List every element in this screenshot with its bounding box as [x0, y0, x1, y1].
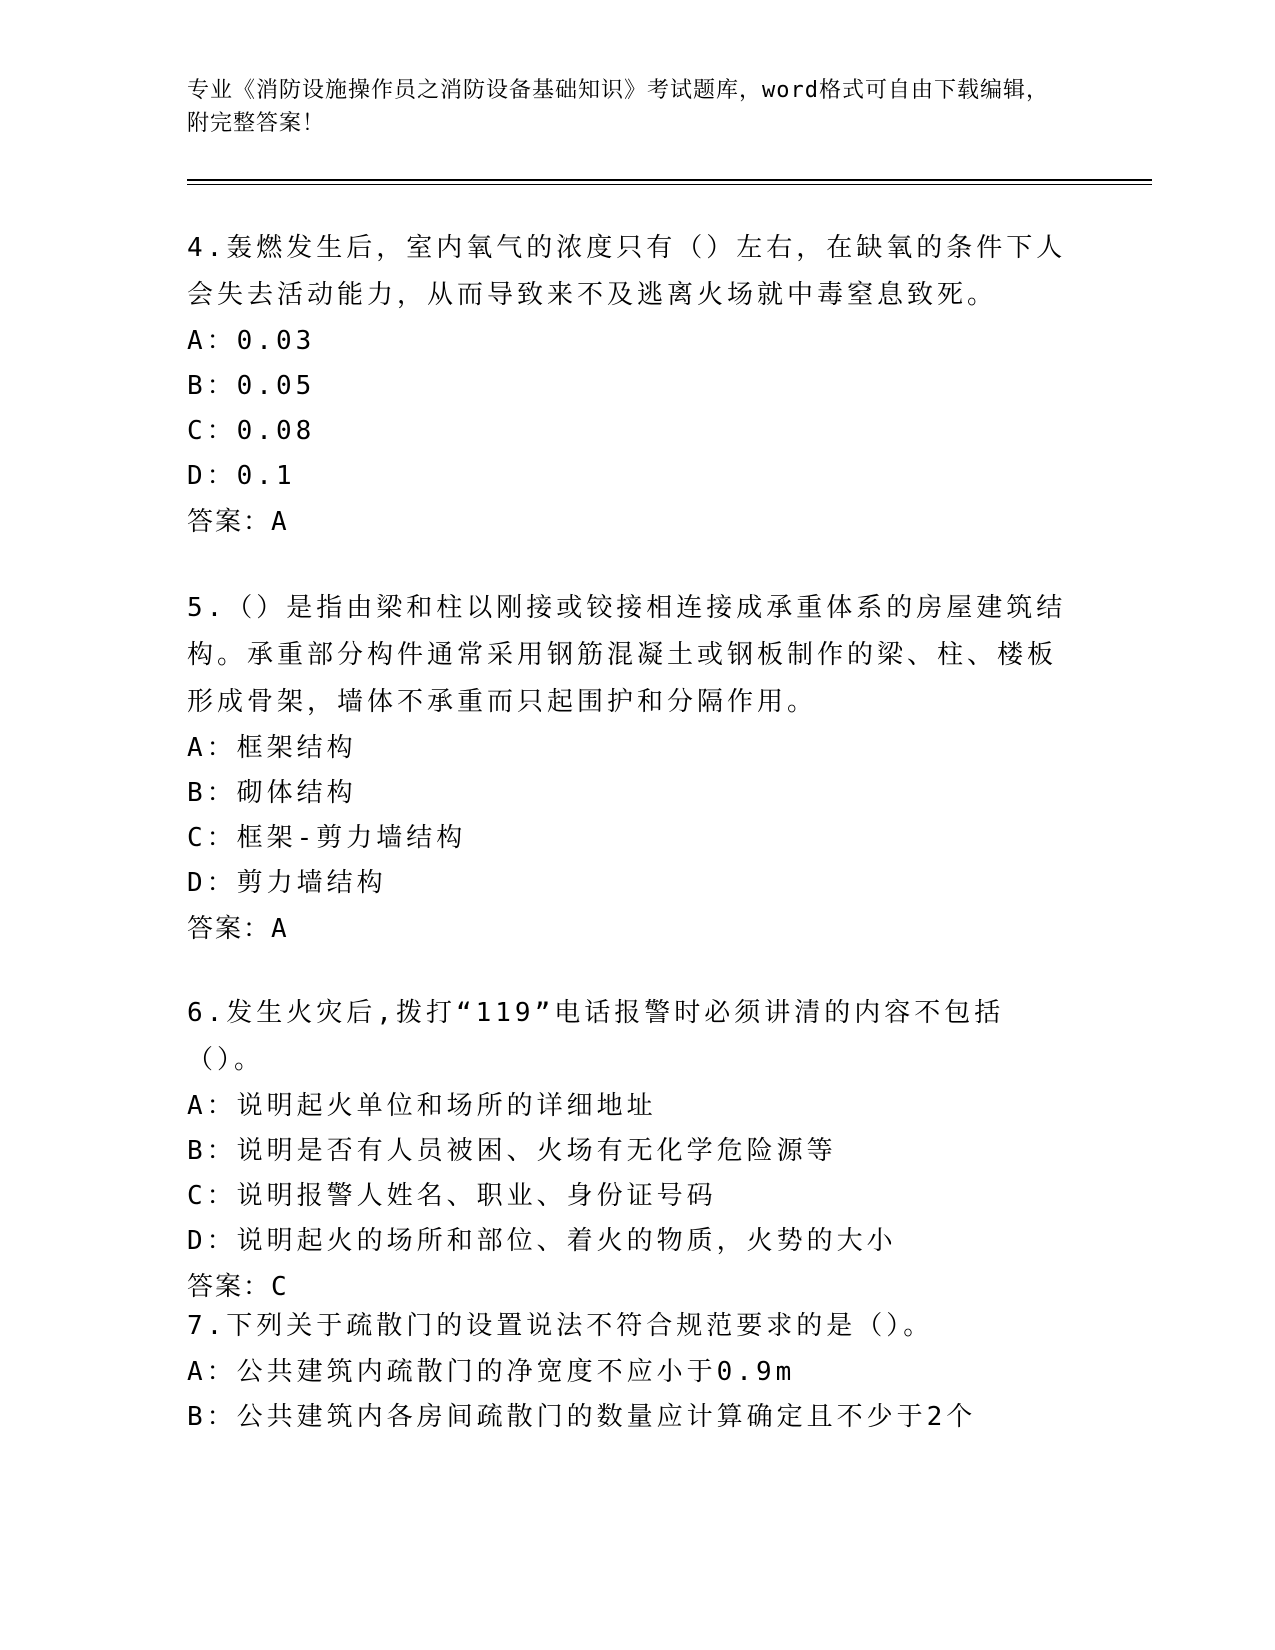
answer-value: C: [271, 1272, 289, 1302]
question-stem: 4.轰燃发生后，室内氧气的浓度只有（）左右，在缺氧的条件下人会失去活动能力，从而导致来不及逃离火场就中毒窒息致死。: [187, 233, 1067, 310]
option-c: C：框架-剪力墙结构: [187, 823, 467, 853]
option-d: D：剪力墙结构: [187, 868, 387, 898]
question-5: [187, 585, 1067, 953]
document-header: 专业《消防设施操作员之消防设备基础知识》考试题库，word格式可自由下载编辑，附完整答案！: [187, 78, 1049, 136]
answer-label: 答案：: [187, 507, 272, 537]
option-c: C：0.08: [187, 416, 316, 446]
question-stem: 6.发生火灾后,拨打“119”电话报警时必须讲清的内容不包括（）。: [187, 998, 1005, 1075]
answer-value: A: [271, 914, 289, 944]
option-a: A：框架结构: [187, 733, 357, 763]
header-divider-thick: [187, 179, 1152, 181]
header-divider-thin: [187, 184, 1152, 185]
question-7: [187, 1303, 1067, 1440]
option-d: D：0.1: [187, 461, 296, 491]
option-b: B：0.05: [187, 371, 316, 401]
option-c: C：说明报警人姓名、职业、身份证号码: [187, 1181, 717, 1211]
question-stem: 7.下列关于疏散门的设置说法不符合规范要求的是（）。: [187, 1311, 934, 1341]
option-b: B：说明是否有人员被困、火场有无化学危险源等: [187, 1136, 837, 1166]
question-stem: 5.（）是指由梁和柱以刚接或铰接相连接成承重体系的房屋建筑结构。承重部分构件通常采用钢筋混凝土或钢板制作的梁、柱、楼板形成骨架，墙体不承重而只起围护和分隔作用。: [187, 593, 1067, 717]
answer-label: 答案：: [187, 914, 272, 944]
option-a: A：说明起火单位和场所的详细地址: [187, 1091, 657, 1121]
option-b: B：公共建筑内各房间疏散门的数量应计算确定且不少于2个: [187, 1402, 977, 1432]
option-b: B：砌体结构: [187, 778, 357, 808]
question-4: [187, 225, 1067, 546]
option-d: D：说明起火的场所和部位、着火的物质，火势的大小: [187, 1226, 897, 1256]
answer-line: [187, 906, 1067, 953]
answer-label: 答案：: [187, 1272, 272, 1302]
question-6: [187, 990, 1067, 1311]
option-a: A：公共建筑内疏散门的净宽度不应小于0.9m: [187, 1357, 796, 1387]
answer-value: A: [271, 507, 289, 537]
answer-line: [187, 499, 1067, 546]
option-a: A：0.03: [187, 326, 316, 356]
